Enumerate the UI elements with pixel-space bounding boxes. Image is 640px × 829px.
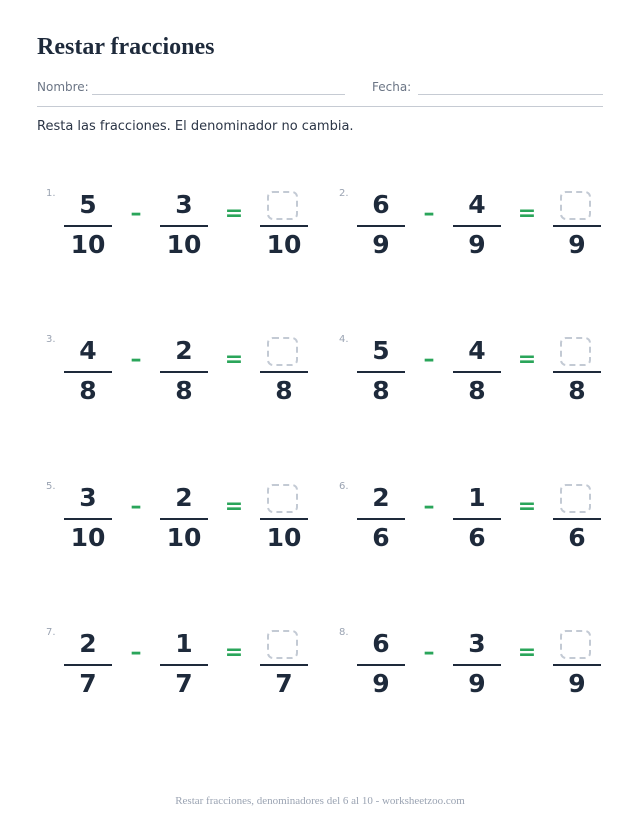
second-fraction	[453, 188, 501, 268]
first-numerator: 6	[372, 190, 390, 219]
second-denominator: 8	[175, 376, 193, 405]
answer-box[interactable]	[560, 484, 591, 513]
result-denominator: 9	[568, 669, 586, 698]
result-fraction	[260, 188, 308, 268]
first-denominator: 8	[372, 376, 390, 405]
fraction-bar	[260, 518, 308, 520]
minus-sign: –	[423, 347, 435, 372]
second-fraction	[160, 481, 208, 561]
fraction-bar	[357, 664, 405, 666]
problem-number: 8.	[339, 627, 349, 638]
answer-box[interactable]	[560, 337, 591, 366]
fraction-bar	[357, 225, 405, 227]
problem-number: 5.	[46, 481, 56, 492]
answer-box[interactable]	[560, 191, 591, 220]
header-divider	[37, 106, 603, 107]
first-denominator: 7	[79, 669, 97, 698]
second-fraction	[160, 627, 208, 707]
first-numerator: 3	[79, 483, 97, 512]
first-fraction	[64, 334, 112, 414]
result-fraction	[260, 481, 308, 561]
result-denominator: 6	[568, 523, 586, 552]
first-denominator: 10	[70, 230, 106, 259]
answer-box[interactable]	[267, 337, 298, 366]
fraction-bar	[553, 225, 601, 227]
second-numerator: 4	[468, 336, 486, 365]
fraction-bar	[453, 225, 501, 227]
fraction-bar	[64, 664, 112, 666]
result-denominator: 10	[266, 523, 302, 552]
answer-box[interactable]	[560, 630, 591, 659]
first-fraction	[64, 481, 112, 561]
second-numerator: 3	[175, 190, 193, 219]
fraction-bar	[553, 664, 601, 666]
first-numerator: 6	[372, 629, 390, 658]
date-label: Fecha:	[372, 80, 412, 94]
name-field-line[interactable]	[92, 94, 345, 95]
second-fraction	[453, 334, 501, 414]
fraction-bar	[260, 371, 308, 373]
fraction-bar	[553, 518, 601, 520]
first-denominator: 9	[372, 230, 390, 259]
result-denominator: 10	[266, 230, 302, 259]
second-fraction	[453, 627, 501, 707]
problem-8	[330, 619, 630, 719]
result-denominator: 9	[568, 230, 586, 259]
problem-number: 6.	[339, 481, 349, 492]
fraction-bar	[453, 664, 501, 666]
first-numerator: 2	[79, 629, 97, 658]
problem-7	[37, 619, 337, 719]
instructions: Resta las fracciones. El denominador no cambia.	[37, 119, 354, 134]
first-numerator: 4	[79, 336, 97, 365]
equals-sign: =	[224, 201, 244, 226]
fraction-bar	[160, 225, 208, 227]
fraction-bar	[453, 518, 501, 520]
second-numerator: 1	[468, 483, 486, 512]
result-fraction	[260, 627, 308, 707]
page-title: Restar fracciones	[37, 34, 215, 60]
problem-2	[330, 180, 630, 280]
second-denominator: 6	[468, 523, 486, 552]
fraction-bar	[260, 225, 308, 227]
first-numerator: 5	[79, 190, 97, 219]
equals-sign: =	[517, 640, 537, 665]
first-numerator: 2	[372, 483, 390, 512]
problem-5	[37, 473, 337, 573]
second-fraction	[160, 334, 208, 414]
first-fraction	[64, 188, 112, 268]
fraction-bar	[357, 518, 405, 520]
problem-6	[330, 473, 630, 573]
first-fraction	[357, 627, 405, 707]
second-denominator: 10	[166, 230, 202, 259]
fraction-bar	[357, 371, 405, 373]
first-fraction	[64, 627, 112, 707]
minus-sign: –	[130, 201, 142, 226]
fraction-bar	[160, 664, 208, 666]
second-denominator: 8	[468, 376, 486, 405]
second-fraction	[453, 481, 501, 561]
minus-sign: –	[423, 640, 435, 665]
equals-sign: =	[224, 640, 244, 665]
footer-text: Restar fracciones, denominadores del 6 al 10 - worksheetzoo.com	[175, 795, 465, 807]
second-numerator: 3	[468, 629, 486, 658]
equals-sign: =	[517, 494, 537, 519]
fraction-bar	[160, 371, 208, 373]
problem-number: 4.	[339, 334, 349, 345]
fraction-bar	[453, 371, 501, 373]
problem-number: 1.	[46, 188, 56, 199]
answer-box[interactable]	[267, 191, 298, 220]
minus-sign: –	[130, 640, 142, 665]
equals-sign: =	[517, 347, 537, 372]
problem-1	[37, 180, 337, 280]
result-denominator: 8	[275, 376, 293, 405]
answer-box[interactable]	[267, 630, 298, 659]
second-denominator: 10	[166, 523, 202, 552]
result-denominator: 8	[568, 376, 586, 405]
first-numerator: 5	[372, 336, 390, 365]
first-denominator: 9	[372, 669, 390, 698]
fraction-bar	[64, 371, 112, 373]
second-numerator: 2	[175, 483, 193, 512]
fraction-bar	[160, 518, 208, 520]
result-fraction	[553, 627, 601, 707]
second-numerator: 1	[175, 629, 193, 658]
minus-sign: –	[423, 494, 435, 519]
minus-sign: –	[130, 347, 142, 372]
first-denominator: 8	[79, 376, 97, 405]
minus-sign: –	[130, 494, 142, 519]
result-fraction	[260, 334, 308, 414]
equals-sign: =	[224, 494, 244, 519]
result-denominator: 7	[275, 669, 293, 698]
fraction-bar	[260, 664, 308, 666]
second-denominator: 9	[468, 230, 486, 259]
first-fraction	[357, 188, 405, 268]
first-fraction	[357, 334, 405, 414]
second-numerator: 4	[468, 190, 486, 219]
fraction-bar	[553, 371, 601, 373]
problem-4	[330, 326, 630, 426]
second-fraction	[160, 188, 208, 268]
problem-3	[37, 326, 337, 426]
first-denominator: 6	[372, 523, 390, 552]
first-fraction	[357, 481, 405, 561]
result-fraction	[553, 334, 601, 414]
fraction-bar	[64, 225, 112, 227]
first-denominator: 10	[70, 523, 106, 552]
equals-sign: =	[517, 201, 537, 226]
problem-number: 7.	[46, 627, 56, 638]
equals-sign: =	[224, 347, 244, 372]
result-fraction	[553, 188, 601, 268]
date-field-line[interactable]	[418, 94, 603, 95]
second-denominator: 9	[468, 669, 486, 698]
second-numerator: 2	[175, 336, 193, 365]
fraction-bar	[64, 518, 112, 520]
second-denominator: 7	[175, 669, 193, 698]
name-label: Nombre:	[37, 80, 89, 94]
problem-number: 3.	[46, 334, 56, 345]
minus-sign: –	[423, 201, 435, 226]
problem-number: 2.	[339, 188, 349, 199]
answer-box[interactable]	[267, 484, 298, 513]
result-fraction	[553, 481, 601, 561]
